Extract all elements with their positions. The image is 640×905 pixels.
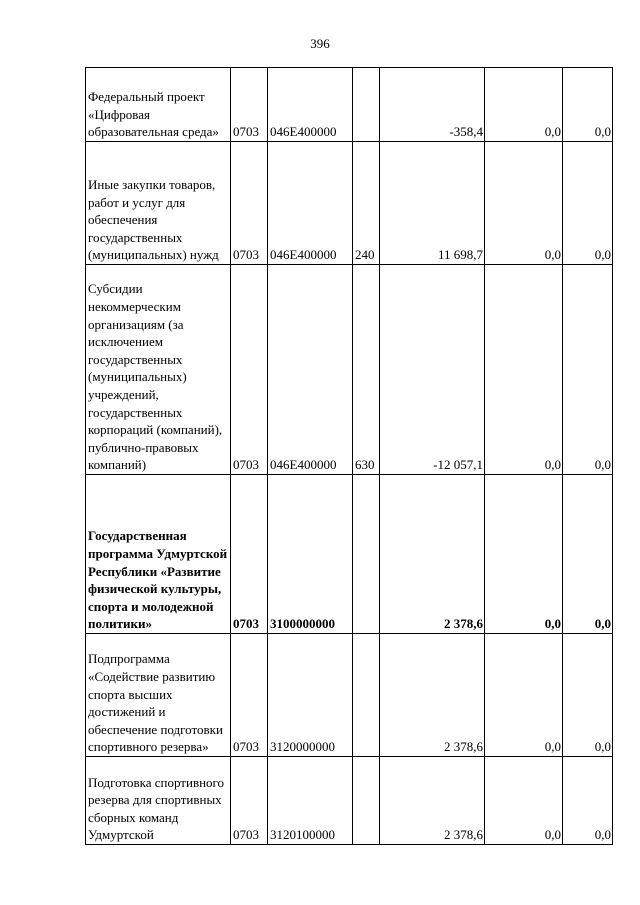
amount-cell-1: 2 378,6 [380, 757, 485, 845]
item-name: Подготовка спортивного резерва для спортивных сборных команд Удмуртской [86, 757, 231, 845]
expense-type-code [353, 68, 380, 142]
table-row [86, 634, 613, 757]
section-code: 0703 [231, 265, 268, 475]
section-code: 0703 [231, 475, 268, 634]
amount-cell-3: 0,0 [563, 757, 613, 845]
section-code: 0703 [231, 757, 268, 845]
target-article-code: 046E400000 [268, 142, 353, 265]
amount-cell-2: 0,0 [485, 634, 563, 757]
target-article-code: 046E400000 [268, 68, 353, 142]
expense-type-code [353, 757, 380, 845]
table-row [86, 475, 613, 634]
expense-type-code [353, 634, 380, 757]
amount-cell-3: 0,0 [563, 265, 613, 475]
amount-cell-3: 0,0 [563, 475, 613, 634]
target-article-code: 3100000000 [268, 475, 353, 634]
item-name: Подпрограмма «Содействие развитию спорта высших достижений и обеспечение подготовки спортивного резерва» [86, 634, 231, 757]
amount-cell-2: 0,0 [485, 68, 563, 142]
expense-type-code: 240 [353, 142, 380, 265]
amount-cell-1: -358,4 [380, 68, 485, 142]
item-name: Субсидии некоммерческим организациям (за исключением государственных (муниципальных) учреждений, государственных корпораций (компаний), публично-правовых компаний) [86, 265, 231, 475]
table-row [86, 142, 613, 265]
section-code: 0703 [231, 68, 268, 142]
amount-cell-1: -12 057,1 [380, 265, 485, 475]
budget-table [85, 67, 613, 845]
amount-cell-2: 0,0 [485, 475, 563, 634]
amount-cell-3: 0,0 [563, 68, 613, 142]
item-name: Государственная программа Удмуртской Республики «Развитие физической культуры, спорта и молодежной политики» [86, 475, 231, 634]
target-article-code: 3120000000 [268, 634, 353, 757]
target-article-code: 3120100000 [268, 757, 353, 845]
item-name: Иные закупки товаров, работ и услуг для обеспечения государственных (муниципальных) нужд [86, 142, 231, 265]
table-row [86, 757, 613, 845]
expense-type-code [353, 475, 380, 634]
amount-cell-2: 0,0 [485, 757, 563, 845]
expense-type-code: 630 [353, 265, 380, 475]
amount-cell-1: 11 698,7 [380, 142, 485, 265]
table-row [86, 265, 613, 475]
amount-cell-3: 0,0 [563, 634, 613, 757]
amount-cell-1: 2 378,6 [380, 634, 485, 757]
target-article-code: 046E400000 [268, 265, 353, 475]
amount-cell-1: 2 378,6 [380, 475, 485, 634]
amount-cell-3: 0,0 [563, 142, 613, 265]
item-name: Федеральный проект «Цифровая образовательная среда» [86, 68, 231, 142]
table-row [86, 68, 613, 142]
amount-cell-2: 0,0 [485, 142, 563, 265]
amount-cell-2: 0,0 [485, 265, 563, 475]
page-number: 396 [310, 36, 330, 51]
section-code: 0703 [231, 634, 268, 757]
section-code: 0703 [231, 142, 268, 265]
